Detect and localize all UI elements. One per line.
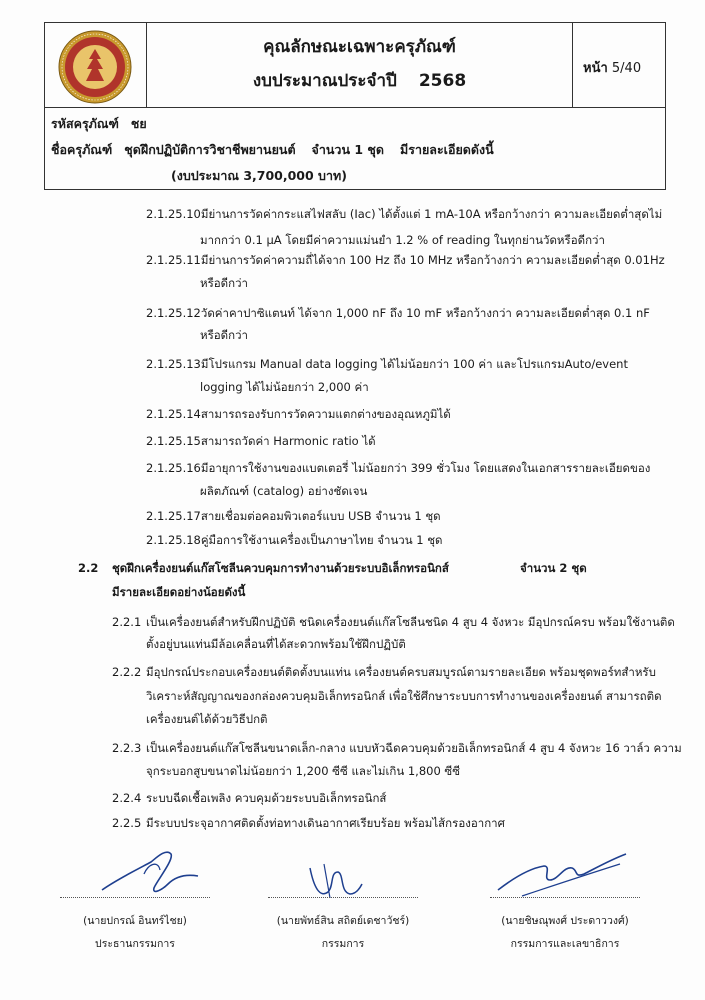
spec-line: ผลิตภัณฑ์ (catalog) อย่างชัดเจน: [200, 484, 368, 498]
name-value: ชุดฝึกปฏิบัติการวิชาชีพยานยนต์: [124, 142, 296, 157]
signature-line: [60, 897, 210, 898]
item-line: มีระบบประจุอากาศติดตั้งท่อทางเดินอากาศเรียบร้อย พร้อมไส้กรองอากาศ: [146, 816, 505, 830]
spec-line: 2.1.25.14สามารถรองรับการวัดความแตกต่างของอุณหภูมิได้: [146, 407, 451, 421]
spec-line: 2.1.25.16มีอายุการใช้งานของแบตเตอรี่ ไม่น้อยกว่า 399 ชั่วโมง โดยแสดงในเอกสารรายละเอียดของ: [146, 461, 651, 475]
document-title: คุณลักษณะเฉพาะครุภัณฑ์: [263, 37, 456, 57]
item-number: 2.2.1: [112, 615, 142, 629]
name-label: ชื่อครุภัณฑ์: [51, 142, 113, 157]
spec-line: 2.1.25.15สามารถวัดค่า Harmonic ratio ได้: [146, 434, 376, 448]
section-title: ชุดฝึกเครื่องยนต์แก๊สโซลีนควบคุมการทำงานด้วยระบบอิเล็กทรอนิกส์: [112, 561, 449, 575]
spec-line: 2.1.25.13มีโปรแกรม Manual data logging ได้ไม่น้อยกว่า 100 ค่า และโปรแกรมAuto/event: [146, 357, 628, 371]
item-line: เป็นเครื่องยนต์แก๊สโซลีนขนาดเล็ก-กลาง แบบหัวฉีดควบคุมด้วยอิเล็กทรอนิกส์ 4 สูบ 4 จังหวะ 16 วาล์ว ความ: [146, 741, 682, 755]
spec-line: มากกว่า 0.1 μA โดยมีค่าความแม่นยำ 1.2 % of reading ในทุกย่านวัดหรือดีกว่า: [200, 233, 605, 247]
budget-amount: (งบประมาณ 3,700,000 บาท): [171, 168, 347, 183]
header-box: [44, 22, 666, 108]
signer-1-name: (นายปกรณ์ อินทร์ไชย): [83, 915, 187, 927]
spec-line: 2.1.25.18คู่มือการใช้งานเครื่องเป็นภาษาไทย จำนวน 1 ชุด: [146, 533, 443, 547]
spec-line: 2.1.25.11มีย่านการวัดค่าความถี่ได้จาก 100 Hz ถึง 10 MHz หรือกว้างกว่า ความละเอียดต่ำสุด 0.01Hz: [146, 253, 665, 267]
spec-line: 2.1.25.10มีย่านการวัดค่ากระแสไฟสลับ (Iac) ได้ตั้งแต่ 1 mA-10A หรือกว้างกว่า ความละเอียดต่ำสุดไม่: [146, 207, 663, 221]
info-block: [44, 108, 666, 190]
signer-2-name: (นายพัทธ์สิน สถิตย์เดชาวัชร์): [276, 915, 410, 927]
signature-3-icon: [492, 846, 632, 902]
item-line: วิเคราะห์สัญญาณของกล่องควบคุมอิเล็กทรอนิกส์ เพื่อใช้ศึกษาระบบการทำงานของเครื่องยนต์ สามารถติด: [146, 689, 662, 703]
budget-year-label: งบประมาณประจำปี: [252, 71, 397, 91]
page-number: [583, 57, 641, 78]
equipment-code-row: [51, 114, 147, 134]
spec-line: 2.1.25.12วัดค่าคาปาซิแตนท์ ได้จาก 1,000 nF ถึง 10 mF หรือกว้างกว่า ความละเอียดต่ำสุด 0.1 nF: [146, 306, 650, 320]
budget-row: [171, 166, 347, 186]
section-number: 2.2: [78, 561, 99, 575]
item-number: 2.2.5: [112, 816, 142, 830]
item-number: 2.2.4: [112, 791, 142, 805]
budget-year-value: 2568: [418, 71, 467, 91]
title-cell: [147, 23, 573, 107]
signer-1-role: ประธานกรรมการ: [95, 938, 175, 950]
item-line: มีอุปกรณ์ประกอบเครื่องยนต์ติดตั้งบนแท่น เครื่องยนต์ครบสมบูรณ์ตามรายละเอียด พร้อมชุดพอร์ทสำหรับ: [146, 665, 656, 679]
quantity: จำนวน 1 ชุด: [311, 142, 385, 157]
code-label: รหัสครุภัณฑ์: [51, 116, 119, 131]
signature-1-icon: [96, 840, 206, 900]
page-cell: [573, 23, 664, 107]
item-line: เป็นเครื่องยนต์สำหรับฝึกปฏิบัติ ชนิดเครื่องยนต์แก๊สโซลีนชนิด 4 สูบ 4 จังหวะ มีอุปกรณ์ครบ พร้อมใช้งานติด: [146, 615, 675, 629]
item-line: จุกระบอกสูบขนาดไม่น้อยกว่า 1,200 ซีซี และไม่เกิน 1,800 ซีซี: [146, 764, 461, 778]
spec-line: หรือดีกว่า: [200, 328, 249, 342]
equipment-name-row: [51, 140, 494, 160]
item-line: เครื่องยนต์ได้ด้วยวิธีปกติ: [146, 712, 268, 726]
code-value: ชย: [130, 116, 147, 131]
signer-3-name: (นายชิษณุพงศ์ ประดาววงศ์): [501, 915, 629, 927]
logo-cell: [45, 23, 147, 107]
signature-line: [268, 897, 418, 898]
spec-line: logging ได้ไม่น้อยกว่า 2,000 ค่า: [200, 380, 369, 394]
signature-line: [490, 897, 640, 898]
spec-line: หรือดีกว่า: [200, 276, 249, 290]
ovec-logo-icon: [57, 29, 133, 105]
section-quantity: จำนวน 2 ชุด: [520, 561, 587, 575]
item-line: ระบบฉีดเชื้อเพลิง ควบคุมด้วยระบบอิเล็กทรอนิกส์: [146, 791, 387, 805]
section-subtitle: มีรายละเอียดอย่างน้อยดังนี้: [112, 585, 246, 599]
page-label: หน้า: [583, 61, 608, 76]
detail-note: มีรายละเอียดดังนี้: [400, 142, 494, 157]
page-value: 5/40: [611, 61, 642, 76]
item-number: 2.2.3: [112, 741, 142, 755]
signer-2-role: กรรมการ: [321, 938, 365, 950]
item-line: ตั้งอยู่บนแท่นมีล้อเคลื่อนที่ได้สะดวกพร้อมใช้ฝึกปฏิบัติ: [146, 637, 406, 651]
budget-year-line: [147, 67, 572, 94]
spec-line: 2.1.25.17สายเชื่อมต่อคอมพิวเตอร์แบบ USB จำนวน 1 ชุด: [146, 509, 441, 523]
item-number: 2.2.2: [112, 665, 142, 679]
signer-3-role: กรรมการและเลขาธิการ: [510, 938, 620, 950]
signature-2-icon: [300, 858, 370, 902]
